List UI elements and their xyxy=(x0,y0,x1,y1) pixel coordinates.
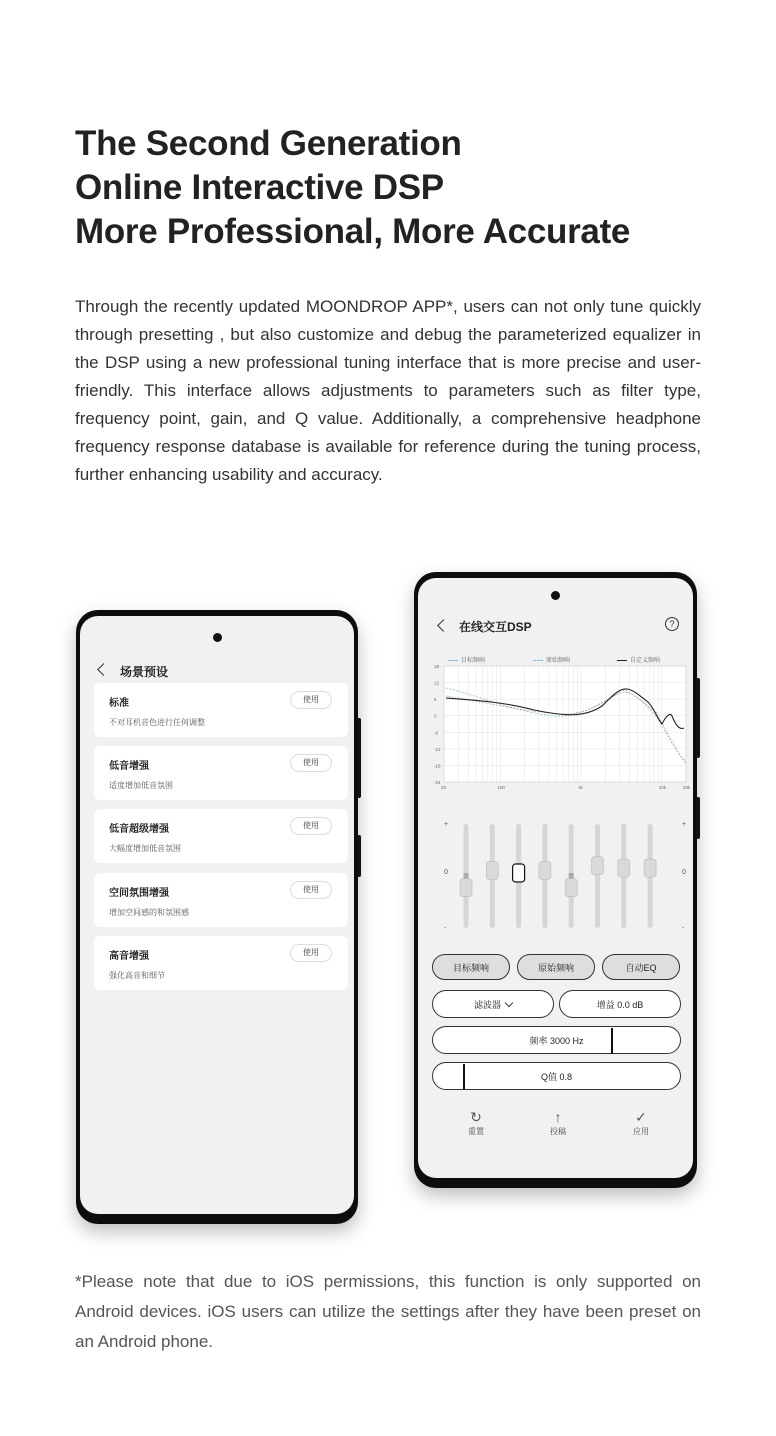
x-tick-label: 20k xyxy=(683,785,691,790)
eq-band-handle[interactable] xyxy=(460,879,472,897)
right-phone xyxy=(414,572,697,1188)
graph-y-ticks xyxy=(434,664,441,785)
apply-label: 应用 xyxy=(633,1127,649,1136)
preset-desc: 不对耳机音色进行任何调整 xyxy=(109,718,205,727)
frequency-slider[interactable] xyxy=(432,1026,681,1054)
eq-band-handle[interactable] xyxy=(618,859,630,877)
preset-desc: 增加空间感的和氛围感 xyxy=(109,908,189,917)
preset-desc: 适度增加低音氛围 xyxy=(109,781,173,790)
y-tick-label: -18 xyxy=(434,763,441,769)
eq-band-handle[interactable] xyxy=(565,879,577,897)
eq-band-handle[interactable] xyxy=(539,862,551,880)
left-phone-screen xyxy=(80,616,354,1214)
headline xyxy=(75,122,715,254)
use-button[interactable]: 使用 xyxy=(290,691,332,709)
preset-card xyxy=(94,873,348,927)
intro-paragraph: Through the recently updated MOONDROP APP*, users can not only tune quickly through presetting , but also customize and debug the parameterized equalizer in the DSP using a new professional tuning interface that is more precise and user-friendly. This interface allows adjustments to parameters such as filter type, frequency point, gain, and Q value. Additionally, a comprehensive headphone frequency response database is available for reference during the tuning process, further enhancing usability and accuracy. xyxy=(75,297,701,484)
target-response-button[interactable]: 目标频响 xyxy=(432,954,510,980)
graph-plot-area xyxy=(444,666,686,782)
left-phone xyxy=(76,610,358,1224)
chevron-down-icon xyxy=(505,999,513,1007)
screen-title: 在线交互DSP xyxy=(459,620,532,634)
preset-card xyxy=(94,683,348,737)
use-button[interactable]: 使用 xyxy=(290,944,332,962)
headline-line-3: More Professional, More Accurate xyxy=(75,212,631,251)
preset-name: 高音增强 xyxy=(109,951,149,962)
submit-button[interactable] xyxy=(538,1108,578,1137)
preset-desc: 强化高音和细节 xyxy=(109,971,165,980)
upload-icon: ↑ xyxy=(554,1109,562,1125)
eq-band-handle[interactable] xyxy=(592,857,604,875)
x-tick-label: 100 xyxy=(497,785,505,790)
gain-field[interactable]: 增益 0.0 dB xyxy=(559,990,681,1018)
use-button[interactable]: 使用 xyxy=(290,817,332,835)
y-tick-label: -12 xyxy=(434,746,441,752)
headline-line-2: Online Interactive DSP xyxy=(75,168,444,207)
frequency-response-graph[interactable] xyxy=(434,650,693,790)
preset-desc: 大幅度增加低音氛围 xyxy=(109,844,181,853)
auto-eq-button[interactable]: 自动EQ xyxy=(602,954,680,980)
eq-zero-label-left: 0 xyxy=(444,869,448,876)
reset-button[interactable] xyxy=(456,1108,496,1137)
original-response-button[interactable]: 原始频响 xyxy=(517,954,595,980)
camera-dot xyxy=(213,633,222,642)
y-tick-label: -6 xyxy=(434,730,439,736)
preset-card xyxy=(94,936,348,990)
check-icon: ✓ xyxy=(635,1109,647,1125)
camera-dot xyxy=(551,591,560,600)
headline-line-1: The Second Generation xyxy=(75,124,462,163)
y-tick-label: 6 xyxy=(434,697,437,703)
x-tick-label: 10k xyxy=(658,785,666,790)
eq-zero-label-right: 0 xyxy=(682,869,686,876)
preset-card xyxy=(94,746,348,800)
q-label: Q值 0.8 xyxy=(540,1072,572,1082)
q-slider[interactable] xyxy=(432,1062,681,1090)
y-tick-label: 12 xyxy=(434,680,440,686)
x-tick-label: 20 xyxy=(441,785,447,790)
apply-button[interactable] xyxy=(621,1108,661,1137)
preset-name: 低音超级增强 xyxy=(109,824,169,835)
preset-card xyxy=(94,809,348,863)
eq-band-handle[interactable] xyxy=(486,862,498,880)
filter-dropdown[interactable] xyxy=(432,990,554,1018)
preset-name: 低音增强 xyxy=(109,761,149,772)
graph-x-ticks xyxy=(441,785,691,790)
reset-label: 重置 xyxy=(468,1127,484,1136)
y-tick-label: -24 xyxy=(434,780,441,785)
use-button[interactable]: 使用 xyxy=(290,754,332,772)
preset-name: 标准 xyxy=(109,698,129,709)
eq-plus-label-left: + xyxy=(444,821,449,828)
eq-minus-label-right: - xyxy=(682,925,685,932)
eq-slider-area xyxy=(434,818,692,938)
screen-title: 场景预设 xyxy=(120,665,169,679)
legend-label: 自定义频响 xyxy=(630,658,661,664)
side-button xyxy=(357,835,361,877)
legend-label: 原始频响 xyxy=(546,658,571,664)
eq-minus-label-left: - xyxy=(444,925,447,932)
side-button xyxy=(696,678,700,758)
frequency-slider-handle[interactable] xyxy=(611,1028,613,1054)
right-phone-screen xyxy=(418,578,693,1178)
back-icon[interactable] xyxy=(97,663,110,676)
eq-band-handle-selected[interactable] xyxy=(513,864,525,882)
eq-band-track[interactable] xyxy=(595,824,600,928)
q-slider-handle[interactable] xyxy=(463,1064,465,1090)
y-tick-label: 0 xyxy=(434,713,437,719)
x-tick-label: 1k xyxy=(578,785,583,790)
submit-label: 投稿 xyxy=(550,1127,566,1136)
frequency-label: 频率 3000 Hz xyxy=(529,1036,584,1046)
help-icon[interactable]: ? xyxy=(665,617,679,631)
side-button xyxy=(357,718,361,798)
reset-icon: ↻ xyxy=(470,1109,482,1125)
eq-plus-label-right: + xyxy=(682,821,687,828)
y-tick-label: 18 xyxy=(434,664,440,669)
legend-label: 目标频响 xyxy=(461,658,486,664)
preset-name: 空间氛围增强 xyxy=(109,888,169,899)
footnote: *Please note that due to iOS permissions, this function is only supported on Android devices. iOS users can utilize the settings after they have been preset on an Android phone. xyxy=(75,1272,701,1351)
side-button xyxy=(696,797,700,839)
eq-band-handle[interactable] xyxy=(644,859,656,877)
filter-label: 滤波器 xyxy=(473,1000,501,1010)
use-button[interactable]: 使用 xyxy=(290,881,332,899)
back-icon[interactable] xyxy=(437,619,450,632)
eq-sliders[interactable] xyxy=(434,818,692,938)
